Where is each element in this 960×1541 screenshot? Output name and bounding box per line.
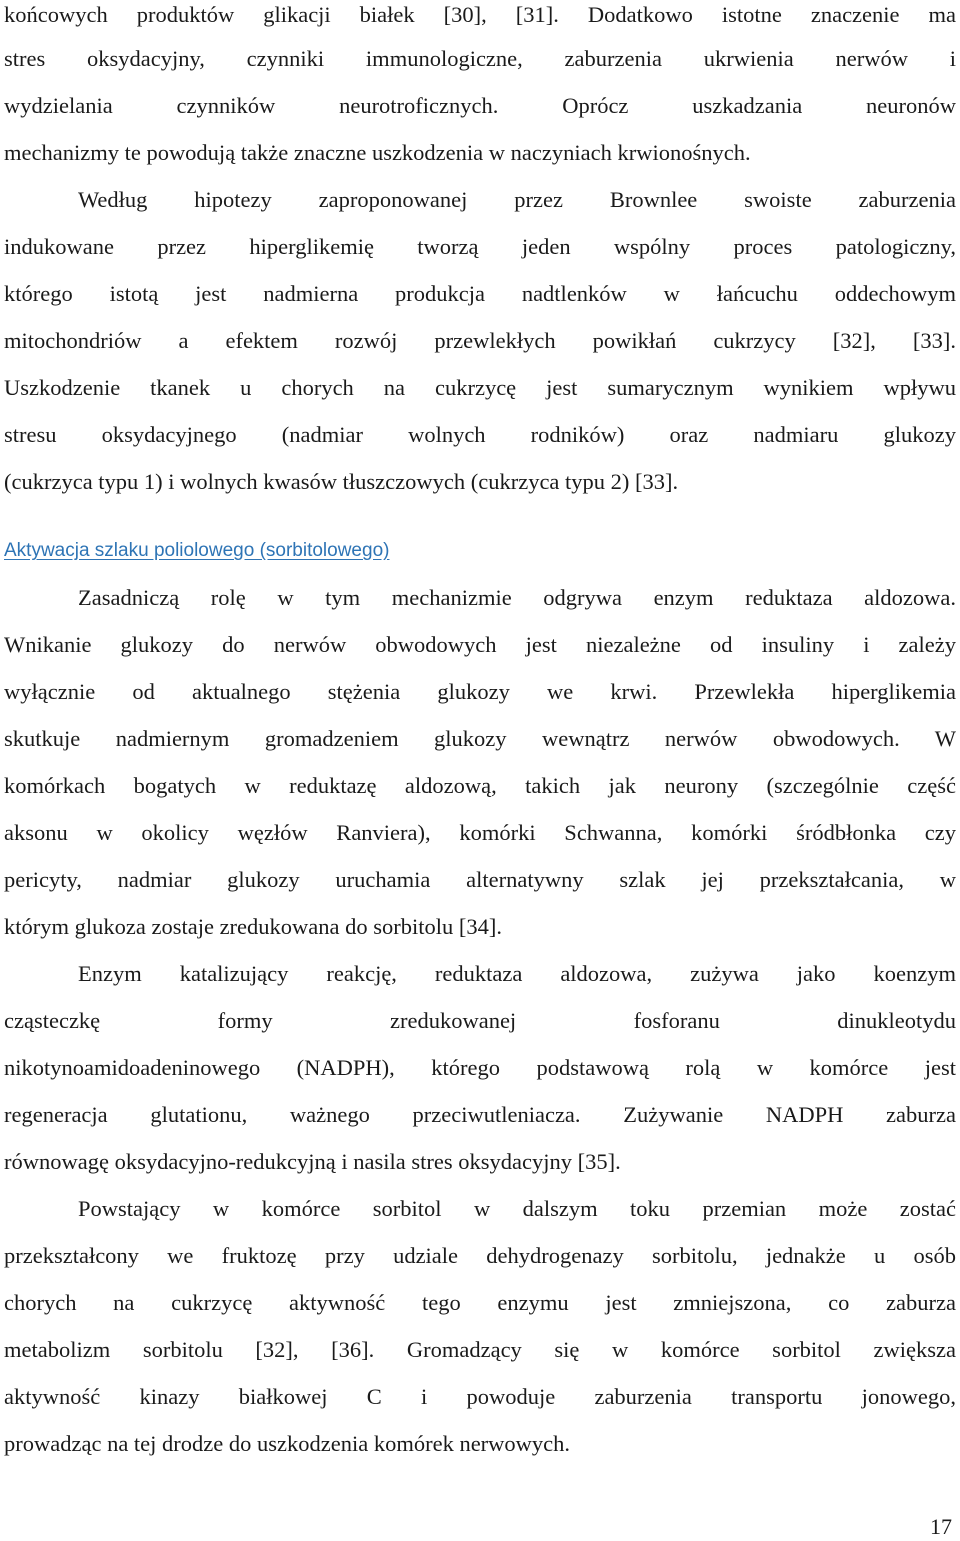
text-line: metabolizm sorbitolu [32], [36]. Gromadzący się w komórce sorbitol zwiększa xyxy=(4,1337,956,1362)
text-line: pericyty, nadmiar glukozy uruchamia alternatywny szlak jej przekształcania, w xyxy=(4,867,956,892)
text-line: Według hipotezy zaproponowanej przez Brownlee swoiste zaburzenia xyxy=(78,187,956,212)
text-line: przekształcony we fruktozę przy udziale dehydrogenazy sorbitolu, jednakże u osób xyxy=(4,1243,956,1268)
text-line: aktywność kinazy białkowej C i powoduje zaburzenia transportu jonowego, xyxy=(4,1384,956,1409)
text-line: indukowane przez hiperglikemię tworzą jeden wspólny proces patologiczny, xyxy=(4,234,956,259)
text-line: końcowych produktów glikacji białek [30], [31]. Dodatkowo istotne znaczenie ma xyxy=(4,2,956,27)
text-line: wyłącznie od aktualnego stężenia glukozy we krwi. Przewlekła hiperglikemia xyxy=(4,679,956,704)
text-line: cząsteczkę formy zredukowanej fosforanu dinukleotydu xyxy=(4,1008,956,1033)
text-line: którego istotą jest nadmierna produkcja nadtlenków w łańcuchu oddechowym xyxy=(4,281,956,306)
text-line: stres oksydacyjny, czynniki immunologiczne, zaburzenia ukrwienia nerwów i xyxy=(4,46,956,71)
text-line: Enzym katalizujący reakcję, reduktaza aldozowa, zużywa jako koenzym xyxy=(78,961,956,986)
text-line: Wnikanie glukozy do nerwów obwodowych jest niezależne od insuliny i zależy xyxy=(4,632,956,657)
section-heading: Aktywacja szlaku poliolowego (sorbitolowego) xyxy=(4,540,390,561)
text-line: równowagę oksydacyjno-redukcyjną i nasila stres oksydacyjny [35]. xyxy=(4,1149,621,1174)
text-line: Uszkodzenie tkanek u chorych na cukrzycę jest sumarycznym wynikiem wpływu xyxy=(4,375,956,400)
text-line: nikotynoamidoadeninowego (NADPH), którego podstawową rolą w komórce jest xyxy=(4,1055,956,1080)
text-line: Zasadniczą rolę w tym mechanizmie odgrywa enzym reduktaza aldozowa. xyxy=(78,585,956,610)
text-line: komórkach bogatych w reduktazę aldozową, takich jak neurony (szczególnie część xyxy=(4,773,956,798)
text-line: skutkuje nadmiernym gromadzeniem glukozy wewnątrz nerwów obwodowych. W xyxy=(4,726,956,751)
text-line: prowadząc na tej drodze do uszkodzenia komórek nerwowych. xyxy=(4,1431,571,1456)
text-line: wydzielania czynników neurotroficznych. Oprócz uszkadzania neuronów xyxy=(4,93,956,118)
text-line: stresu oksydacyjnego (nadmiar wolnych rodników) oraz nadmiaru glukozy xyxy=(4,422,956,447)
text-line: mitochondriów a efektem rozwój przewlekłych powikłań cukrzycy [32], [33]. xyxy=(4,328,956,353)
text-line: mechanizmy te powodują także znaczne uszkodzenia w naczyniach krwionośnych. xyxy=(4,140,751,165)
text-line: którym glukoza zostaje zredukowana do sorbitolu [34]. xyxy=(4,914,502,939)
text-line: regeneracja glutationu, ważnego przeciwutleniacza. Zużywanie NADPH zaburza xyxy=(4,1102,956,1127)
text-line: aksonu w okolicy węzłów Ranviera), komórki Schwanna, komórki śródbłonka czy xyxy=(4,820,956,845)
text-line: chorych na cukrzycę aktywność tego enzymu jest zmniejszona, co zaburza xyxy=(4,1290,956,1315)
text-line: (cukrzyca typu 1) i wolnych kwasów tłuszczowych (cukrzyca typu 2) [33]. xyxy=(4,469,679,494)
page-number: 17 xyxy=(930,1514,952,1539)
text-line: Powstający w komórce sorbitol w dalszym toku przemian może zostać xyxy=(78,1196,956,1221)
